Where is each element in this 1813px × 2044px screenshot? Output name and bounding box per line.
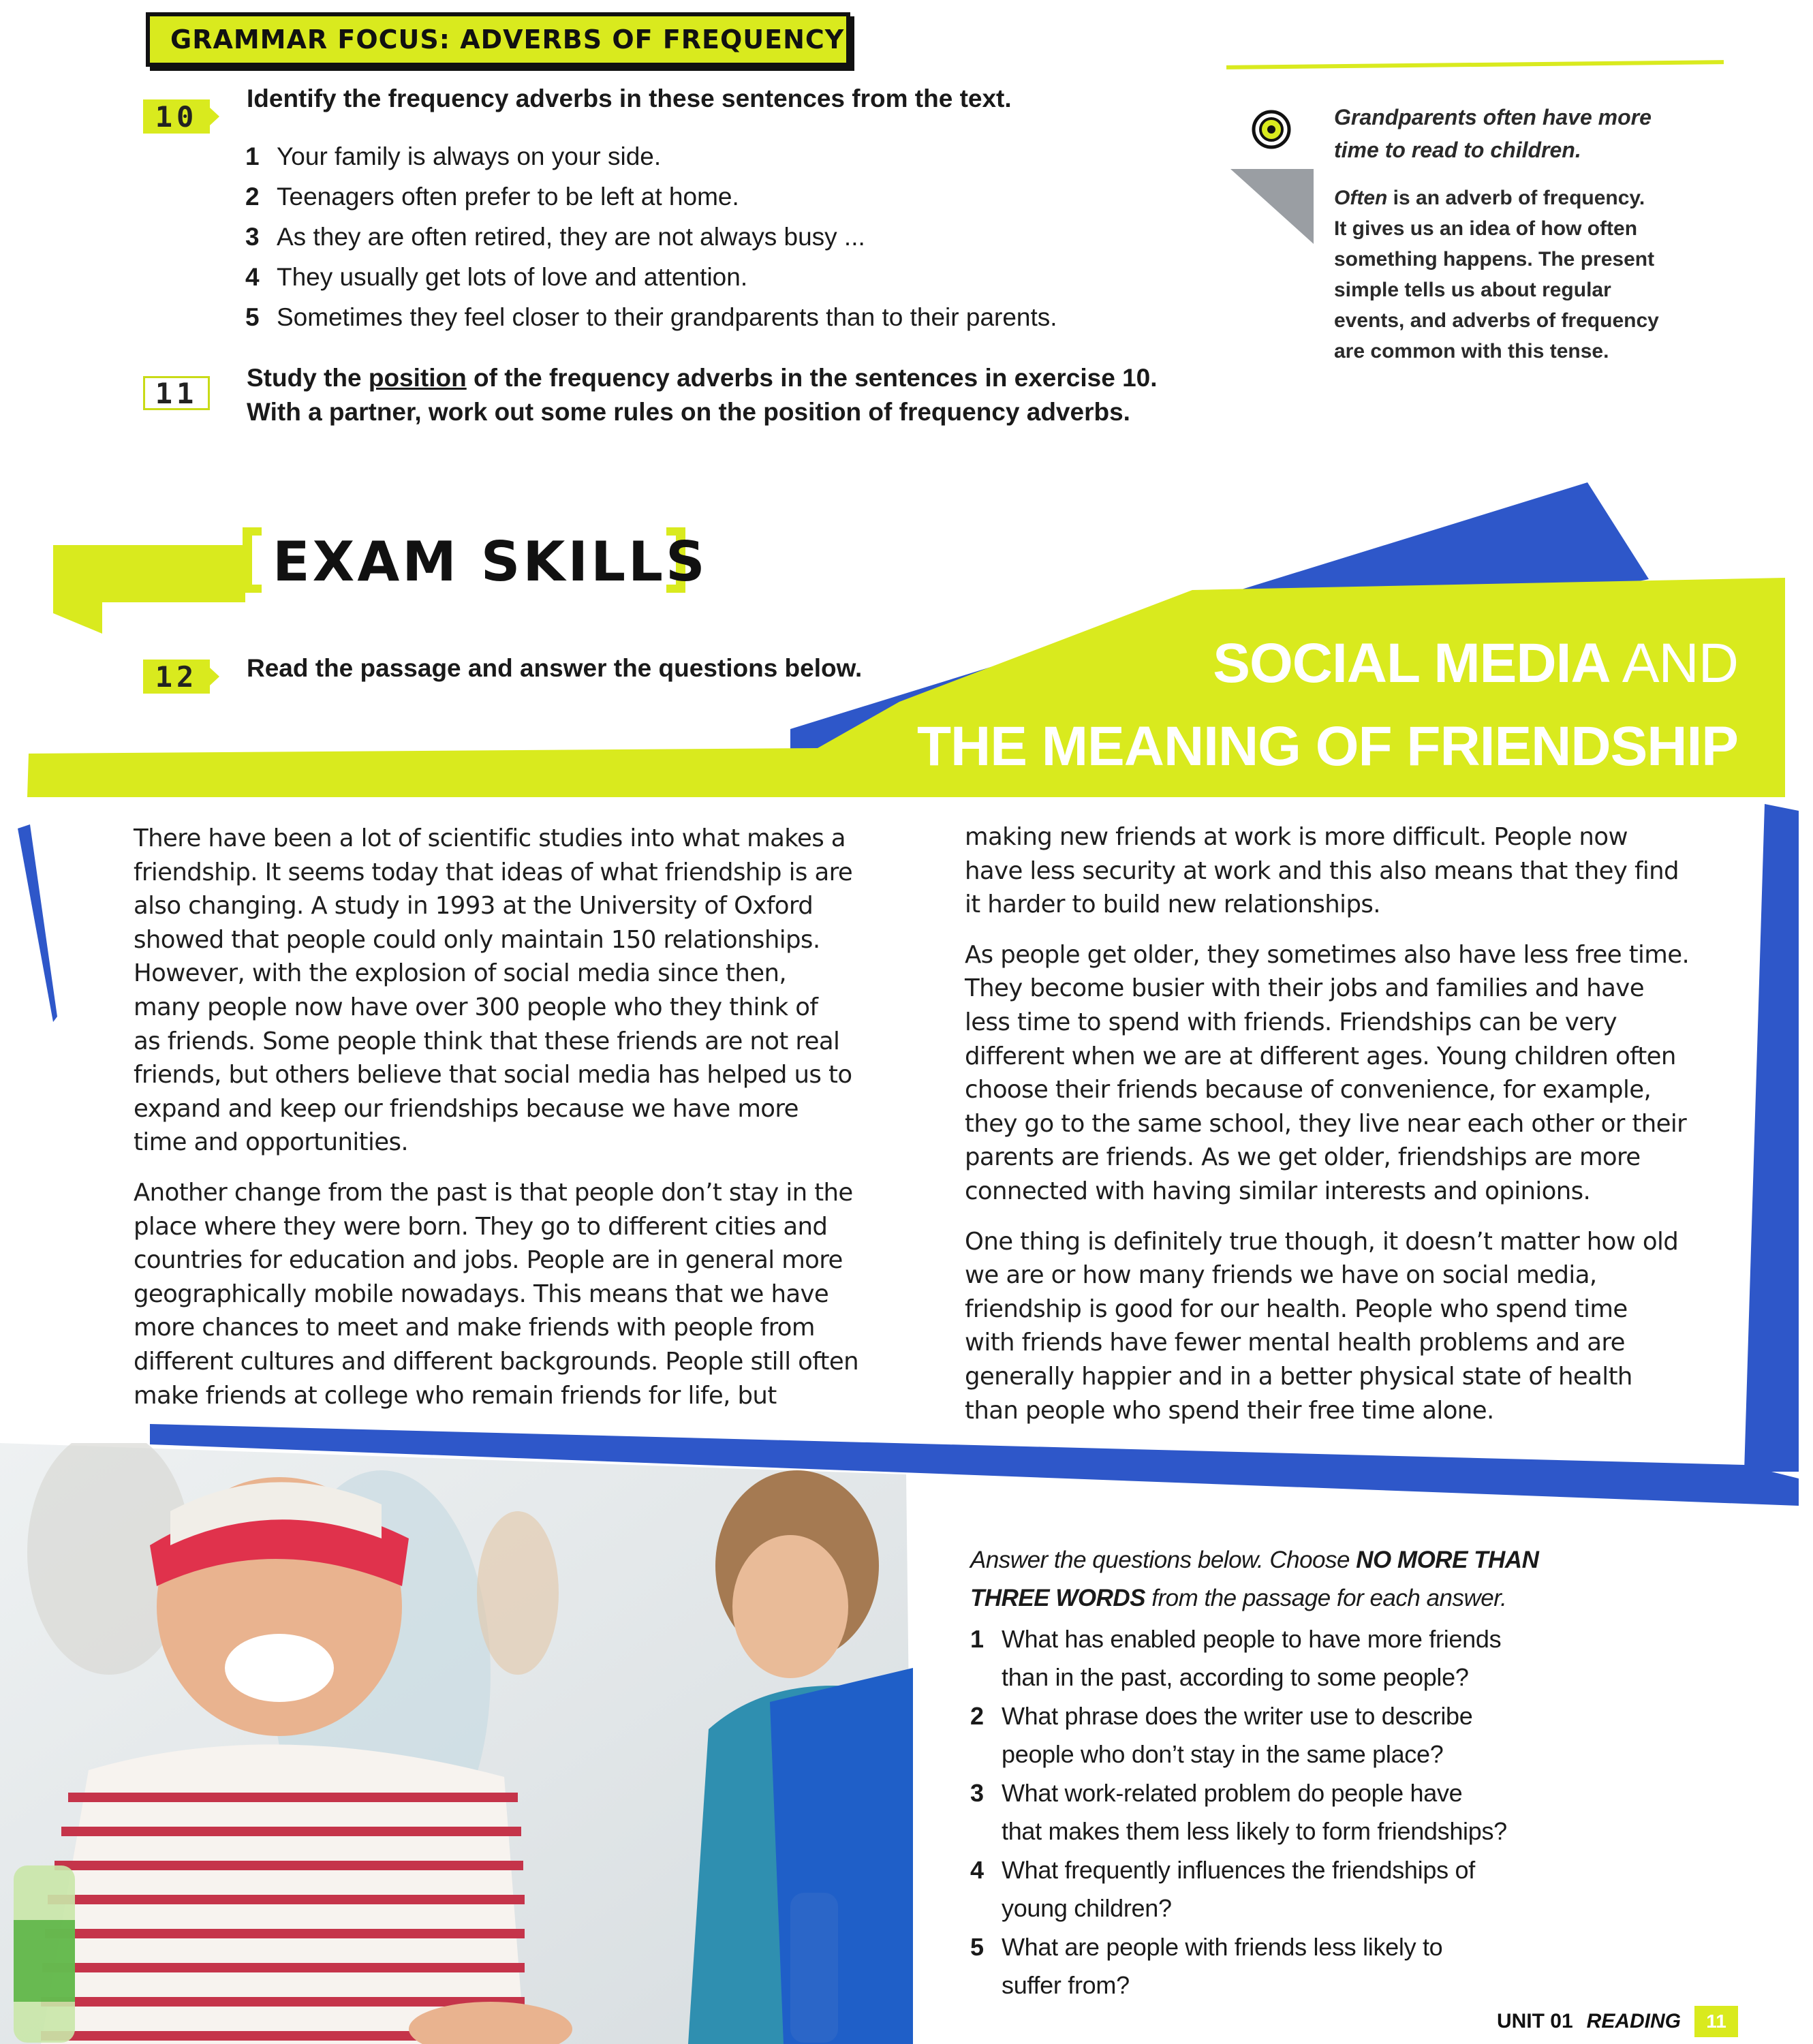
unit-label: UNIT 01 — [1496, 2010, 1573, 2032]
article-paragraph: One thing is definitely true though, it doesn’t matter how old we are or how many friends we have on social media, friendship is good for our health. People who spend time with friends have fewer mental health problems and are generally happier and in a better physical state of health than people who spend their free time alone. — [965, 1227, 1679, 1425]
questions-block — [970, 1541, 1652, 2005]
questions-instruction: Answer the questions below. Choose NO MORE THAN THREE WORDS from the passage for each answer. — [970, 1547, 1539, 1611]
article-title-line1: SOCIAL MEDIA AND — [1213, 632, 1738, 694]
question-item: 2 What phrase does the writer use to describe people who don’t stay in the same place? — [970, 1702, 1473, 1768]
sidebar-explanation: Often is an adverb of frequency. It gives us an idea of how often something happens. The present simple tells us about regular events, and adverbs of frequency are common with this tense. — [1334, 187, 1659, 362]
exam-skills-title: EXAM SKILLS — [273, 530, 708, 593]
exercise-10-number: 10 — [143, 99, 210, 134]
page-number: 11 — [1694, 2006, 1738, 2037]
article-paragraph: Another change from the past is that people don’t stay in the place where they were born. They go to different cities and countries for education and jobs. People are in general more geographically mobile nowadays. This means that we have more chances to meet and make friends with people from different cultures and different backgrounds. People still often make friends at college who remain friends for life, but — [134, 1178, 858, 1410]
section-label: READING — [1586, 2010, 1681, 2032]
target-icon — [1251, 109, 1292, 150]
question-item: 5 What are people with friends less likely to suffer from? — [970, 1933, 1443, 1999]
article-paragraph: As people get older, they sometimes also have less free time. They become busier with their jobs and families and have less time to spend with friends. Friendships can be very different when we are at different ages. Young children often choose their friends because of convenience, for example, they go to the same school, they live near each other or their parents are friends. As we get older, friendships are more connected with having similar interests and opinions. — [965, 940, 1690, 1205]
speech-pointer-icon — [1230, 169, 1314, 244]
grammar-focus-header — [146, 12, 850, 67]
exercise-11-instruction: Study the position of the frequency adverbs in the sentences in exercise 10. With a partner, work out some rules on the position of frequency adverbs. — [247, 364, 1158, 426]
exercise-10-instruction: Identify the frequency adverbs in these sentences from the text. — [247, 84, 1012, 112]
list-item: 4 They usually get lots of love and attention. — [245, 263, 748, 291]
list-item: 5 Sometimes they feel closer to their grandparents than to their parents. — [245, 303, 1057, 331]
question-item: 3 What work-related problem do people have that makes them less likely to form friendships? — [970, 1779, 1507, 1845]
article-paragraph: making new friends at work is more difficult. People now have less security at work and this also means that they find it harder to build new relationships. — [965, 823, 1679, 919]
article-title-line2: THE MEANING OF FRIENDSHIP — [916, 715, 1738, 777]
exercise-12-number: 12 — [143, 660, 210, 694]
friends-exercising-photo — [0, 1443, 913, 2044]
position-word: position — [368, 364, 467, 392]
exercise-11-number: 11 — [143, 376, 210, 410]
article-right-column — [965, 820, 1769, 1444]
article-left-column — [134, 822, 951, 1429]
list-item: 1 Your family is always on your side. — [245, 142, 662, 170]
list-item: 3 As they are often retired, they are not always busy ... — [245, 223, 865, 251]
sidebar-divider — [1226, 60, 1724, 69]
article-paragraph: There have been a lot of scientific studies into what makes a friendship. It seems today that ideas of what friendship is are also changing. A study in 1993 at the University of Oxford showed that people could only maintain 150 relationships. However, with the explosion of social media since then, many people now have over 300 people who they think of as friends. Some people think that these friends are not real friends, but others believe that social media has helped us to expand and keep our friendships because we have more time and opportunities. — [134, 824, 853, 1157]
exercise-10-sentence-list — [245, 136, 1199, 337]
page-footer — [1497, 2006, 1738, 2037]
list-item: 2 Teenagers often prefer to be left at home. — [245, 183, 739, 211]
grammar-focus-title: GRAMMAR FOCUS: ADVERBS OF FREQUENCY — [170, 25, 845, 55]
sidebar-example-quote: Grandparents often have more time to read to children. — [1334, 105, 1652, 162]
exercise-12-instruction: Read the passage and answer the questions below. — [247, 654, 863, 682]
question-item: 1 What has enabled people to have more friends than in the past, according to some people? — [970, 1625, 1502, 1691]
question-item: 4 What frequently influences the friendships of young children? — [970, 1856, 1475, 1922]
